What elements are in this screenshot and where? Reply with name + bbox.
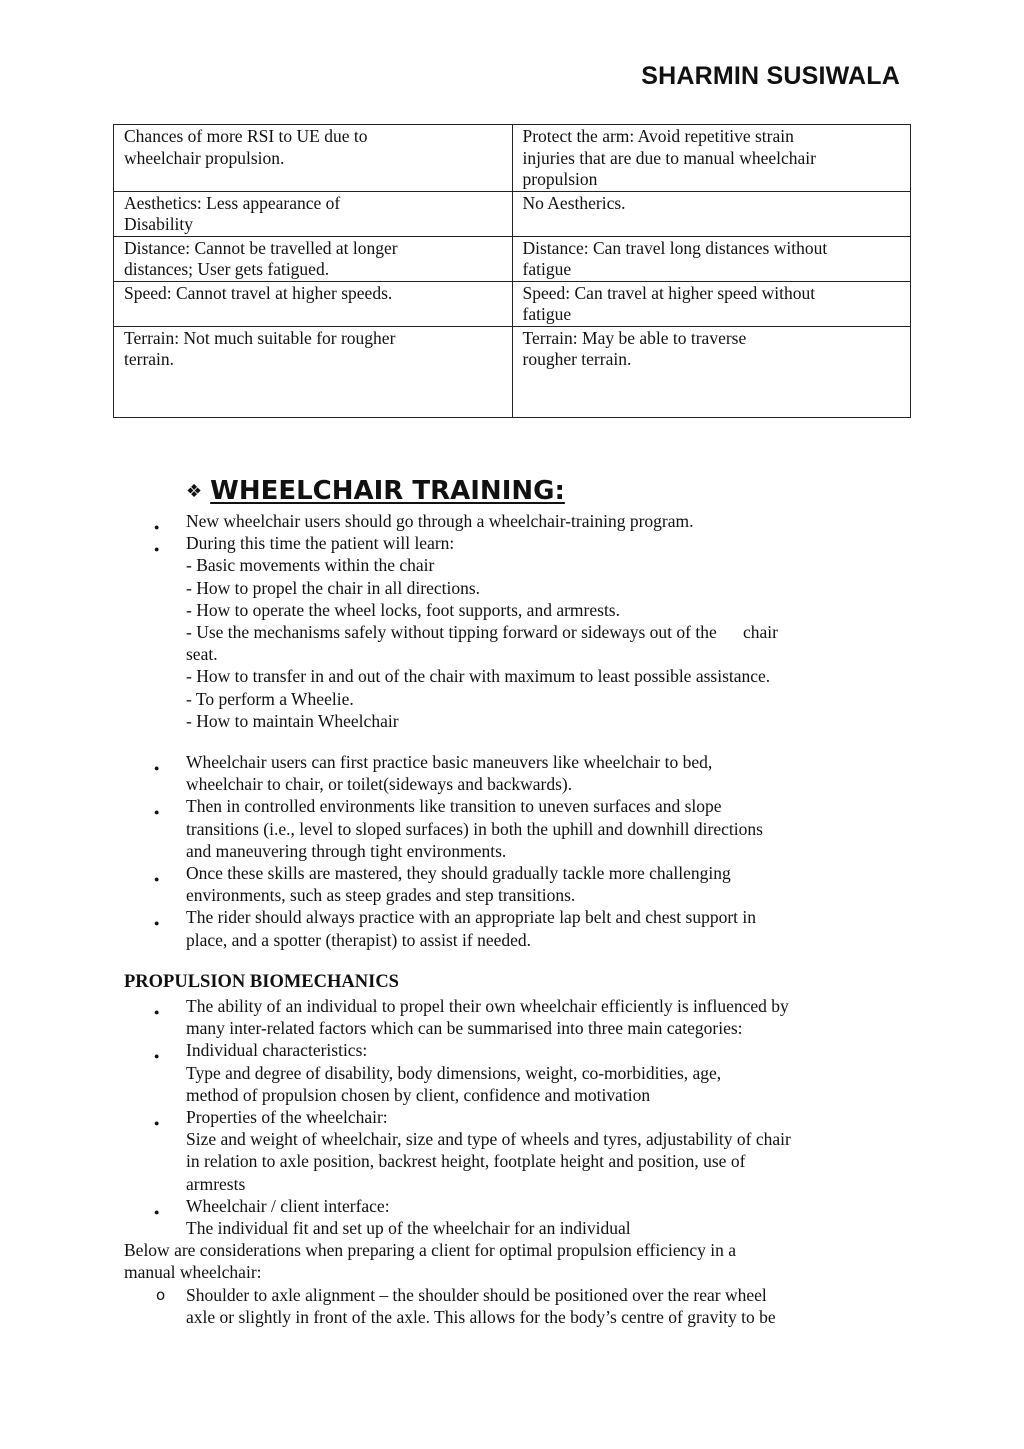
list-item-line: The rider should always practice with an appropriate lap belt and chest support in xyxy=(186,907,757,928)
training-list-2 xyxy=(124,751,914,951)
cell-text-line: Terrain: Not much suitable for rougher xyxy=(124,327,396,348)
cell-text-line: distances; User gets fatigued. xyxy=(124,259,330,279)
list-item-line: many inter-related factors which can be summarised into three main categories: xyxy=(186,1018,743,1039)
list-item-line: - How to operate the wheel locks, foot supports, and armrests. xyxy=(186,599,620,620)
table-cell-right xyxy=(512,281,911,326)
list-item-line: and maneuvering through tight environments. xyxy=(186,840,507,861)
list-item-line: - How to transfer in and out of the chair with maximum to least possible assistance. xyxy=(186,666,771,687)
table-cell-right xyxy=(512,326,911,417)
list-item xyxy=(124,1284,914,1328)
cell-text-line: Aesthetics: Less appearance of xyxy=(124,192,341,213)
table-row xyxy=(114,191,911,236)
list-item-line: place, and a spotter (therapist) to assist if needed. xyxy=(186,929,532,950)
list-item-line: in relation to axle position, backrest height, footplate height and position, use of xyxy=(186,1151,746,1172)
list-item-line: Properties of the wheelchair: xyxy=(186,1107,388,1128)
table-row xyxy=(114,125,911,192)
list-item-line: seat. xyxy=(186,644,218,665)
list-item-line: Type and degree of disability, body dimensions, weight, co-morbidities, age, xyxy=(186,1062,722,1083)
intro-line: manual wheelchair: xyxy=(124,1262,262,1283)
table-cell-right xyxy=(512,125,911,192)
list-item-line: New wheelchair users should go through a wheelchair-training program. xyxy=(186,511,694,531)
list-item-line: Wheelchair / client interface: xyxy=(186,1195,390,1216)
list-item-line: method of propulsion chosen by client, confidence and motivation xyxy=(186,1084,651,1105)
list-item-line: - How to maintain Wheelchair xyxy=(186,710,399,731)
list-item xyxy=(124,751,914,795)
list-item-line: The ability of an individual to propel their own wheelchair efficiently is influenced by xyxy=(186,996,789,1016)
list-item-line: Once these skills are mastered, they should gradually tackle more challenging xyxy=(186,863,731,884)
table-cell-left xyxy=(114,236,513,281)
bullet-icon: ● xyxy=(154,1118,160,1129)
cell-text-line: terrain. xyxy=(124,349,175,369)
cell-text-line: Distance: Cannot be travelled at longer xyxy=(124,237,398,258)
cell-text-line: Terrain: May be able to traverse xyxy=(522,327,747,348)
list-item-line: - To perform a Wheelie. xyxy=(186,688,354,709)
list-item-line: transitions (i.e., level to sloped surfaces) in both the uphill and downhill directions xyxy=(186,818,763,839)
bullet-icon: ● xyxy=(154,807,160,818)
cell-text-line: rougher terrain. xyxy=(522,349,632,369)
cell-text-line: No Aestherics. xyxy=(522,192,626,213)
cell-text-line: Chances of more RSI to UE due to xyxy=(124,126,368,146)
bullet-icon: ● xyxy=(154,544,160,555)
table-cell-left xyxy=(114,281,513,326)
propulsion-section xyxy=(124,995,914,1328)
list-item-line: - Basic movements within the chair xyxy=(186,555,435,576)
list-item-line: - Use the mechanisms safely without tipping forward or sideways out of the chair xyxy=(186,622,778,643)
list-item-line: axle or slightly in front of the axle. This allows for the body’s centre of gravity to be xyxy=(186,1306,776,1327)
table-row xyxy=(114,236,911,281)
table-cell-left xyxy=(114,326,513,417)
list-item xyxy=(124,906,914,950)
list-item xyxy=(124,1106,914,1195)
list-item-line: Then in controlled environments like transition to uneven surfaces and slope xyxy=(186,796,722,817)
bullet-icon: ● xyxy=(154,1007,160,1017)
bullet-icon: ● xyxy=(154,1206,160,1217)
cell-text-line: Disability xyxy=(124,214,194,234)
bullet-icon: ● xyxy=(154,1051,160,1062)
list-item xyxy=(124,1039,914,1106)
bullet-icon: o xyxy=(156,1285,166,1304)
propulsion-intro xyxy=(124,1239,914,1283)
list-item-line: wheelchair to chair, or toilet(sideways and backwards). xyxy=(186,774,573,795)
list-item-line: Shoulder to axle alignment – the shoulder should be positioned over the rear wheel xyxy=(186,1284,767,1305)
list-item xyxy=(124,1195,914,1239)
diamond-bullet-icon: ❖ xyxy=(186,480,203,502)
list-item xyxy=(124,795,914,862)
cell-text-line: propulsion xyxy=(522,169,598,189)
wheelchair-training-heading xyxy=(186,476,565,506)
bullet-icon: ● xyxy=(154,522,160,532)
table-cell-right xyxy=(512,191,911,236)
bullet-icon: ● xyxy=(154,763,160,773)
list-item-line: armrests xyxy=(186,1173,246,1194)
cell-text-line: Speed: Cannot travel at higher speeds. xyxy=(124,282,393,303)
list-item-line: - How to propel the chair in all directions. xyxy=(186,577,481,598)
bullet-icon: ● xyxy=(154,918,160,929)
list-item xyxy=(124,532,914,732)
bullet-icon: ● xyxy=(154,874,160,885)
table-row xyxy=(114,326,911,417)
cell-text-line: fatigue xyxy=(522,259,572,279)
list-item-line: During this time the patient will learn: xyxy=(186,533,455,554)
table-cell-right xyxy=(512,236,911,281)
cell-text-line: injuries that are due to manual wheelchair xyxy=(522,147,816,168)
list-item-line: Wheelchair users can first practice basic maneuvers like wheelchair to bed, xyxy=(186,752,713,772)
cell-text-line: fatigue xyxy=(522,304,572,324)
list-item xyxy=(124,995,914,1039)
list-item xyxy=(124,862,914,906)
training-list-1 xyxy=(124,510,914,732)
intro-line: Below are considerations when preparing a client for optimal propulsion efficiency in a xyxy=(124,1240,736,1261)
cell-text-line: Speed: Can travel at higher speed without xyxy=(522,282,816,303)
list-item-line: environments, such as steep grades and step transitions. xyxy=(186,885,576,906)
propulsion-heading: PROPULSION BIOMECHANICS xyxy=(124,972,399,992)
list-item-line: The individual fit and set up of the wheelchair for an individual xyxy=(186,1218,631,1239)
author-header: SHARMIN SUSIWALA xyxy=(641,62,900,90)
list-item xyxy=(124,510,914,532)
list-item-line: Individual characteristics: xyxy=(186,1040,368,1061)
list-item-line: Size and weight of wheelchair, size and type of wheels and tyres, adjustability of chair xyxy=(186,1129,791,1150)
cell-text-line: Distance: Can travel long distances without xyxy=(522,237,828,258)
table-row xyxy=(114,281,911,326)
cell-text-line: wheelchair propulsion. xyxy=(124,147,285,168)
section-title: WHEELCHAIR TRAINING: xyxy=(210,476,565,506)
cell-text-line: Protect the arm: Avoid repetitive strain xyxy=(522,126,794,146)
comparison-table xyxy=(113,124,911,418)
table-cell-left xyxy=(114,125,513,192)
table-cell-left xyxy=(114,191,513,236)
